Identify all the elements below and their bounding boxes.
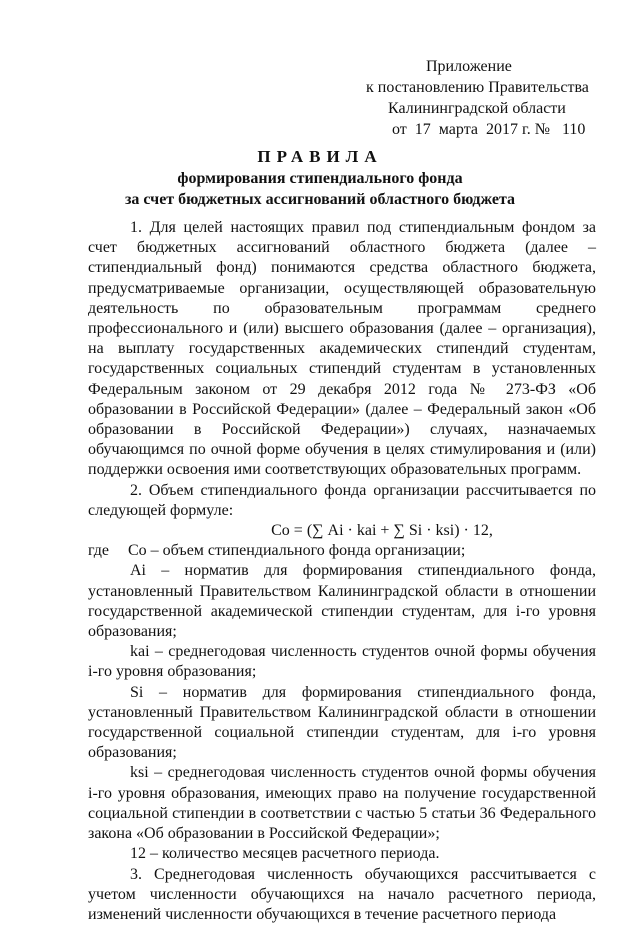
definition-co: Cо – объем стипендиального фонда организации;: [128, 541, 465, 561]
annex-line-4: от 17 марта 2017 г. № 110: [366, 119, 626, 140]
definition-ai: Ai – норматив для формирования стипендиального фонда, установленный Правительством Калининградской области в отношении государственной академической стипендии студентам, для i-го уровня образования;: [88, 561, 596, 642]
definition-ksi: ksi – среднегодовая численность студентов очной формы обучения i-го уровня образования, имеющих право на получение государственной социальной стипендии в соответствии с частью 5 статьи 36 Федерального закона «Об образовании в Российской Федерации»;: [88, 763, 596, 844]
definition-12: 12 – количество месяцев расчетного периода.: [88, 844, 596, 864]
paragraph-3: 3. Среднегодовая численность обучающихся рассчитывается с учетом численности обучающихся на начало расчетного периода, изменений численности обучающихся в течение расчетного периода: [88, 865, 596, 925]
paragraph-2: 2. Объем стипендиального фонда организации рассчитывается по следующей формуле:: [88, 481, 596, 521]
annex-header: [366, 56, 626, 140]
document-subtitle-2: за счет бюджетных ассигнований областного бюджета: [0, 189, 640, 210]
annex-line-3: Калининградской области: [366, 98, 626, 119]
document-title: ПРАВИЛА: [0, 146, 640, 168]
annex-line-2: к постановлению Правительства: [366, 77, 626, 98]
where-label: где: [88, 541, 128, 561]
definition-kai: kai – среднегодовая численность студентов очной формы обучения i-го уровня образования;: [88, 642, 596, 682]
definition-si: Si – норматив для формирования стипендиального фонда, установленный Правительством Калининградской области в отношении государственной социальной стипендии студентам, для i-го уровня образования;: [88, 683, 596, 764]
document-body: [88, 218, 596, 925]
formula: Cо = (∑ Ai · kai + ∑ Si · ksi) · 12,: [88, 521, 596, 541]
annex-line-1: Приложение: [366, 56, 626, 77]
title-block: [0, 146, 640, 210]
where-row: [88, 541, 596, 561]
document-subtitle-1: формирования стипендиального фонда: [0, 168, 640, 189]
paragraph-1: 1. Для целей настоящих правил под стипендиальным фондом за счет бюджетных ассигнований областного бюджета (далее – стипендиальный фонд) понимаются средства областного бюджета, предусматриваемые организации, осуществляющей образовательную деятельность по образовательным программам среднего профессионального и (или) высшего образования (далее – организация), на выплату государственных академических стипендий студентам, государственных социальных стипендий студентам в установленных Федеральным законом от 29 декабря 2012 года № 273-ФЗ «Об образовании в Российской Федерации» (далее – Федеральный закон «Об образовании в Российской Федерации») случаях, назначаемых обучающимся по очной форме обучения в целях стимулирования и (или) поддержки освоения ими соответствующих образовательных программ.: [88, 218, 596, 481]
